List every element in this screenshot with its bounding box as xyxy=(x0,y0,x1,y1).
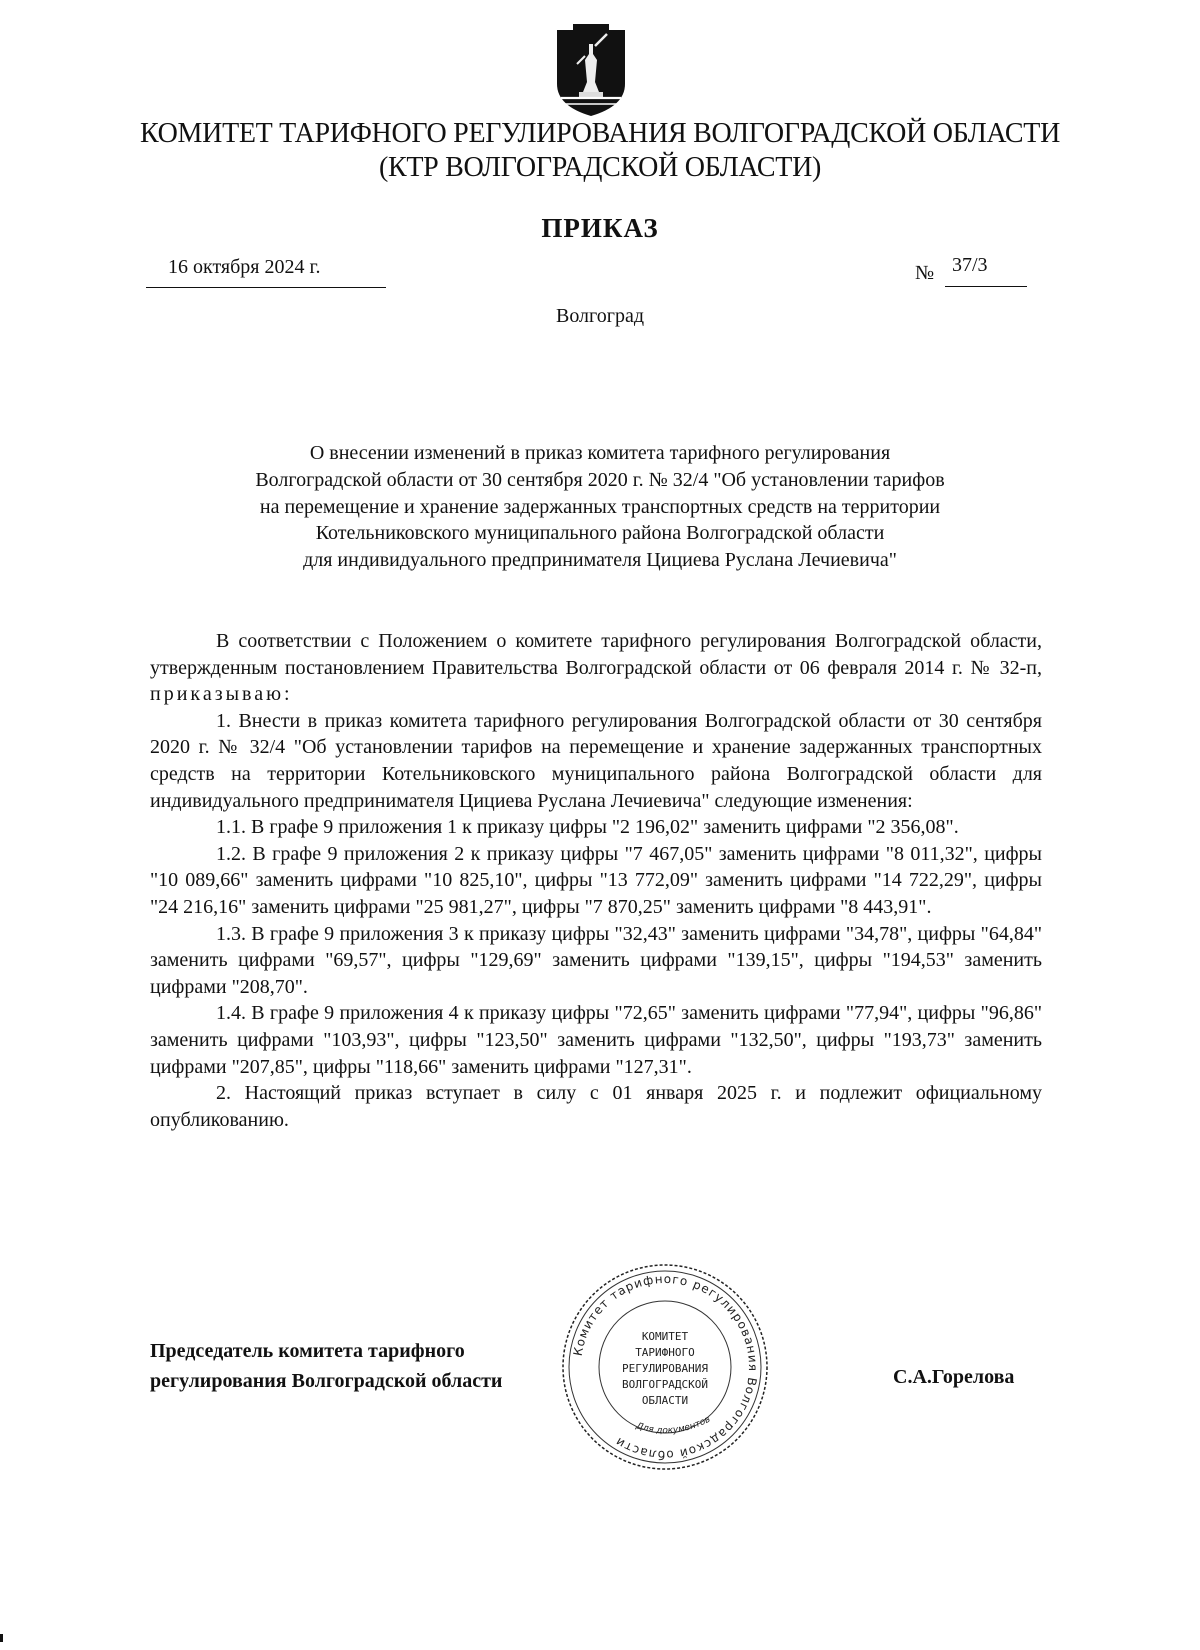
stamp-center-line: ВОЛГОГРАДСКОЙ xyxy=(621,1378,709,1391)
svg-text:Для документов xyxy=(634,1415,712,1436)
volgograd-coat-of-arms-icon xyxy=(555,22,627,118)
document-subject xyxy=(160,440,1040,574)
item-1: 1. Внести в приказ комитета тарифного регулирования Волгоградской области от 30 сентября 2020 г. № 32/4 "Об установлении тарифов на перемещение и хранение задержанных транспортных средств на территории Котельниковского муниципального района Волгоградской области для индивидуального предпринимателя Цициева Руслана Лечиевича" следующие изменения: xyxy=(150,709,1042,812)
stamp-center-line: РЕГУЛИРОВАНИЯ xyxy=(621,1362,709,1375)
document-date: 16 октября 2024 г. xyxy=(168,256,321,278)
subject-line: Котельниковского муниципального района Волгоградской области xyxy=(315,522,885,545)
signer-position-line: Председатель комитета тарифного xyxy=(150,1340,465,1362)
item-1-4: 1.4. В графе 9 приложения 4 к приказу цифры "72,65" заменить цифрами "77,94", цифры "96,86" заменить цифрами "103,93", цифры "123,50" заменить цифрами "132,50", цифры "193,73" заменить цифрами "207,85", цифры "118,66" заменить цифрами "127,31". xyxy=(150,1002,1042,1078)
item-1-1: 1.1. В графе 9 приложения 1 к приказу цифры "2 196,02" заменить цифрами "2 356,08". xyxy=(216,816,959,839)
subject-line: для индивидуального предпринимателя Цициева Руслана Лечиевича" xyxy=(303,549,897,572)
subject-line: О внесении изменений в приказ комитета тарифного регулирования xyxy=(309,442,891,464)
item-1-2: 1.2. В графе 9 приложения 2 к приказу цифры "7 467,05" заменить цифрами "8 011,32", цифры "10 089,66" заменить цифрами "10 825,10", цифры "13 772,09" заменить цифрами "14 722,29", цифры "24 216,16" заменить цифрами "25 981,27", цифры "7 870,25" заменить цифрами "8 443,91". xyxy=(150,842,1042,918)
document-type-title: ПРИКАЗ xyxy=(541,213,659,243)
subject-line: на перемещение и хранение задержанных транспортных средств на территории xyxy=(259,495,941,518)
document-body xyxy=(150,628,1042,1133)
preamble-text: В соответствии с Положением о комитете тарифного регулирования Волгоградской области, утвержденным постановлением Правительства Волгоградской области от 06 февраля 2014 г. № 32-п, xyxy=(150,630,1042,679)
subject-line: Волгоградской области от 30 сентября 2020 г. № 32/4 "Об установлении тарифов xyxy=(255,468,945,491)
stamp-center-line: ОБЛАСТИ xyxy=(641,1394,689,1407)
stamp-bottom-text: Для документов xyxy=(634,1414,713,1437)
stamp-center-line: ТАРИФНОГО xyxy=(635,1346,695,1359)
stamp-ring-text: Комитет тарифного регулирования Волгоградской области xyxy=(570,1271,761,1463)
date-underline xyxy=(146,287,386,288)
preamble-paragraph xyxy=(150,628,1042,708)
item-1-3: 1.3. В графе 9 приложения 3 к приказу цифры "32,43" заменить цифрами "34,78", цифры "64,84" заменить цифрами "69,57", цифры "129,69" заменить цифрами "139,15", цифры "194,53" заменить цифрами "208,70". xyxy=(150,922,1042,998)
number-underline xyxy=(945,286,1027,287)
official-seal-stamp xyxy=(558,1260,772,1474)
organization-name: КОМИТЕТ ТАРИФНОГО РЕГУЛИРОВАНИЯ ВОЛГОГРАДСКОЙ ОБЛАСТИ xyxy=(139,118,1061,149)
number-label: № xyxy=(915,262,935,284)
signer-position xyxy=(150,1336,502,1396)
signer-name: С.А.Горелова xyxy=(893,1366,1015,1388)
document-number: 37/3 xyxy=(952,254,988,276)
signer-position-line: регулирования Волгоградской области xyxy=(150,1370,503,1392)
order-word: приказываю: xyxy=(150,683,293,706)
document-city: Волгоград xyxy=(555,305,645,327)
scan-edge-mark xyxy=(0,1634,3,1642)
stamp-center-line: КОМИТЕТ xyxy=(641,1330,689,1343)
organization-abbreviation: (КТР ВОЛГОГРАДСКОЙ ОБЛАСТИ) xyxy=(378,152,822,183)
item-2: 2. Настоящий приказ вступает в силу с 01 января 2025 г. и подлежит официальному опубликованию. xyxy=(150,1082,1042,1131)
